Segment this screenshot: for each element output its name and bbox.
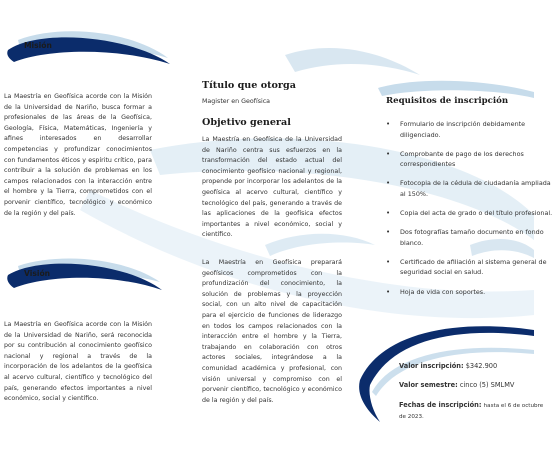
top-right-swoosh	[285, 48, 420, 75]
requisitos-heading: Requisitos de inscripción	[386, 96, 509, 106]
requisito-item: • Dos fotografías tamaño documento en fondo blanco.	[384, 227, 554, 248]
requisito-item: • Comprobante de pago de los derechos correspondientes	[384, 149, 554, 170]
mision-text: La Maestría en Geofísica acorde con la Misión de la Universidad de Nariño, busca formar a profesionales de las áreas de la Geofísica, Geología, Física, Matemáticas, Ingeniería y afines interesados en desarrollar competencias y profundizar conocimientos con fundamentos éticos y espíritu crítico, para contribuir a la solución de problemas en los campos relacionados con la interacción entre el hombre y la Tierra, comprometidos con el porvenir científico, tecnológico y económico de la región y del país.	[4, 93, 152, 217]
valor-inscripcion-label: Valor inscripción:	[399, 362, 464, 370]
fechas-inscripcion-row	[399, 400, 549, 423]
objetivo-paragraph-2: La Maestría en Geofísica preparará geofísicos comprometidos con la profundización del conocimiento, la solución de problemas y la proyección social, con un alto nivel de capacitación para el ejercicio de funciones de liderazgo en todos los campos relacionados con la interacción entre el hombre y la Tierra, trabajando en colaboración con otros actores sociales, integrándose a la comunidad académica y profesional, con visión universal y compromiso con el porvenir científico, tecnológico y económico de la región y del país.	[202, 259, 342, 404]
objetivo-paragraph-1: La Maestría en Geofísica de la Universidad de Nariño centra sus esfuerzos en la transformación del estado actual del conocimiento geofísico nacional y regional, propende por incorporar los adelantos de la geofísica al acervo cultural, científico y tecnológico del país, generando a través de las aplicaciones de la geofísica efectos importantes a nivel económico, social y científico.	[202, 136, 342, 239]
fechas-inscripcion-value: hasta el 6 de octubre de 2023.	[399, 402, 544, 421]
valor-inscripcion-value: $342.900	[465, 362, 498, 370]
requisito-item: • Formulario de inscripción debidamente diligenciado.	[384, 119, 554, 140]
requisitos-list	[384, 119, 554, 297]
valor-semestre-value: cinco (5) SMLMV	[459, 381, 515, 390]
titulo-value: Magister en Geofísica	[202, 98, 271, 105]
valores-box	[399, 361, 544, 423]
vision-title: Visión	[24, 269, 51, 278]
requisito-item: • Copia del acta de grado o del título profesional.	[384, 208, 554, 219]
requisito-item: • Certificado de afiliación al sistema general de seguridad social en salud.	[384, 257, 554, 278]
objetivo-heading: Objetivo general	[202, 117, 291, 128]
titulo-heading: Título que otorga	[202, 80, 296, 91]
requisito-item: • Hoja de vida con soportes.	[384, 287, 554, 298]
valor-semestre-label: Valor semestre:	[399, 381, 458, 390]
fechas-inscripcion-label: Fechas de inscripción:	[399, 400, 482, 409]
vision-text: La Maestría en Geofísica acorde con la Misión de la Universidad de Nariño, será reconocida por su contribución al conocimiento geofísico nacional y regional a través de la incorporación de los adelantos de la geofísica al acervo cultural, científico y tecnológico del país, generando efectos importantes a nivel económico, social y científico.	[4, 321, 152, 403]
mision-title: Misión	[24, 41, 52, 50]
valor-inscripcion-row	[399, 361, 534, 371]
requisitos-list-container	[384, 119, 553, 329]
requisito-item: • Fotocopia de la cédula de ciudadanía ampliada al 150%.	[384, 178, 554, 199]
valor-semestre-row	[399, 380, 534, 390]
